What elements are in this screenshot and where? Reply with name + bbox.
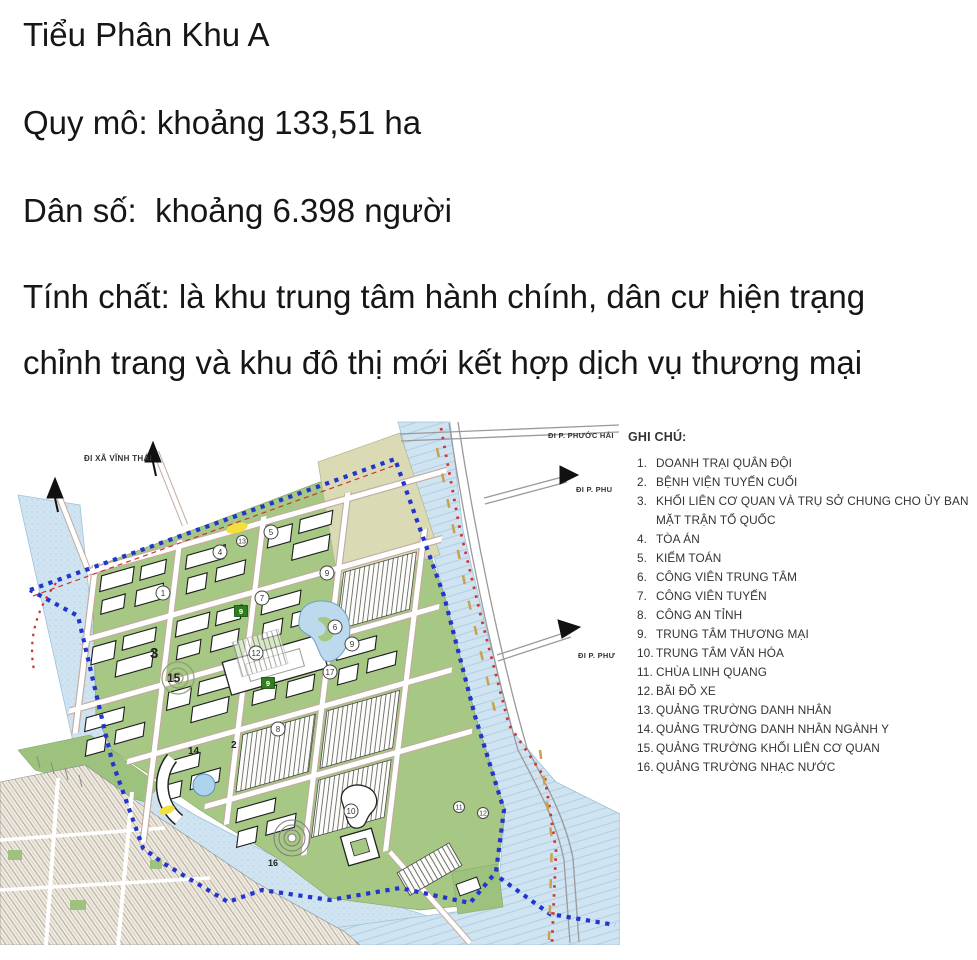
- legend-item-label: DOANH TRẠI QUÂN ĐỘI: [656, 456, 793, 470]
- map-marker: [323, 665, 337, 679]
- plaza-16-circles: [274, 820, 310, 856]
- legend-item: [628, 568, 976, 587]
- map-marker: [188, 746, 200, 757]
- svg-text:7: 7: [259, 593, 265, 603]
- map-marker: [235, 606, 248, 617]
- legend-item-number: 13.: [637, 703, 654, 717]
- legend-title: GHI CHÚ:: [628, 430, 687, 444]
- map-marker: [231, 740, 237, 751]
- legend-item: [628, 720, 976, 739]
- map-legend: [628, 430, 976, 777]
- legend-item-label: QUẢNG TRƯỜNG KHỐI LIÊN CƠ QUAN: [656, 741, 880, 755]
- svg-text:15: 15: [167, 671, 181, 685]
- map-marker: [271, 722, 285, 736]
- legend-item: [628, 606, 976, 625]
- svg-text:9: 9: [324, 568, 330, 578]
- legend-item: [628, 549, 976, 568]
- map-marker: [320, 566, 334, 580]
- legend-items: [628, 454, 976, 777]
- map-marker: [454, 802, 465, 813]
- legend-item: [628, 530, 976, 549]
- legend-item-label: CHÙA LINH QUANG: [656, 665, 767, 679]
- legend-item-label: TRUNG TÂM VĂN HÓA: [656, 646, 784, 660]
- legend-item-label: KIỂM TOÁN: [656, 551, 722, 565]
- legend-item-number: 15.: [637, 741, 654, 755]
- legend-item-label: TRUNG TÂM THƯƠNG MẠI: [656, 627, 809, 641]
- svg-text:6: 6: [332, 622, 338, 632]
- arrow-phu-2: [558, 620, 580, 638]
- legend-item: [628, 625, 976, 644]
- legend-item: [628, 758, 976, 777]
- legend-item-label: BÃI ĐỖ XE: [656, 684, 716, 698]
- arrow-west: [47, 478, 63, 498]
- legend-item: [628, 739, 976, 758]
- legend-item: [628, 587, 976, 606]
- road-label: ĐI P. PHƯỚC HẢI: [548, 431, 614, 440]
- legend-item-number: 8.: [637, 608, 648, 622]
- page-title: Tiểu Phân Khu A: [23, 16, 270, 53]
- map-marker: [237, 536, 248, 547]
- map-marker: [249, 646, 263, 660]
- legend-item-label: BỆNH VIỆN TUYẾN CUỐI: [656, 475, 798, 489]
- legend-item-number: 9.: [637, 627, 648, 641]
- map-marker: [478, 808, 489, 819]
- header-text: [23, 0, 963, 382]
- legend-item-number: 6.: [637, 570, 648, 584]
- legend-item-number: 14.: [637, 722, 654, 736]
- svg-text:9: 9: [349, 639, 355, 649]
- character-line-2: chỉnh trang và khu đô thị mới kết hợp dịch vụ thương mại: [23, 344, 863, 381]
- svg-text:16: 16: [268, 858, 279, 868]
- legend-item-label: KHỐI LIÊN CƠ QUAN VÀ TRỤ SỞ CHUNG CHO ỦY BAN MẶT TRẬN TỔ QUỐC: [656, 494, 969, 527]
- map-marker: [156, 586, 170, 600]
- character-line-1: Tính chất: là khu trung tâm hành chính, dân cư hiện trạng: [23, 278, 866, 315]
- legend-item-label: CÔNG AN TỈNH: [656, 608, 743, 622]
- scale-line: Quy mô: khoảng 133,51 ha: [23, 104, 422, 141]
- legend-item-number: 11.: [637, 665, 653, 679]
- legend-item-number: 10.: [637, 646, 654, 660]
- map-marker: [264, 525, 278, 539]
- legend-item: [628, 682, 976, 701]
- legend-item-number: 12.: [637, 684, 654, 698]
- legend-item-number: 16.: [637, 760, 654, 774]
- legend-item-label: QUẢNG TRƯỜNG DANH NHÂN NGÀNH Y: [656, 722, 890, 736]
- legend-item-number: 1.: [637, 456, 648, 470]
- legend-item-number: 2.: [637, 475, 648, 489]
- arrow-phu: [560, 466, 578, 484]
- map-marker: [167, 671, 181, 685]
- planning-map: [0, 420, 620, 945]
- map-marker: [268, 858, 278, 868]
- svg-text:12: 12: [251, 648, 261, 658]
- map-marker: [345, 637, 359, 651]
- map-marker: [262, 678, 275, 689]
- population-line: Dân số: khoảng 6.398 người: [23, 192, 453, 229]
- svg-text:13: 13: [238, 538, 246, 546]
- legend-item-number: 7.: [637, 589, 648, 603]
- svg-text:3: 3: [150, 645, 159, 662]
- svg-text:4: 4: [217, 547, 223, 557]
- legend-item: [628, 644, 976, 663]
- legend-item-number: 5.: [637, 551, 648, 565]
- legend-item-label: QUẢNG TRƯỜNG DANH NHÂN: [656, 703, 832, 717]
- legend-item: [628, 492, 976, 530]
- svg-text:17: 17: [325, 667, 335, 677]
- map-marker: [150, 645, 158, 662]
- legend-item: [628, 701, 976, 720]
- svg-text:12: 12: [479, 810, 487, 818]
- road-label: ĐI XÃ VĨNH THÁI: [84, 454, 153, 463]
- legend-item-label: QUẢNG TRƯỜNG NHẠC NƯỚC: [656, 760, 836, 774]
- legend-item: [628, 454, 976, 473]
- svg-text:10: 10: [346, 806, 356, 816]
- legend-item: [628, 473, 976, 492]
- svg-text:9: 9: [238, 607, 244, 616]
- svg-text:9: 9: [265, 679, 271, 688]
- map-marker: [213, 545, 227, 559]
- map-marker: [328, 620, 342, 634]
- legend-item-number: 4.: [637, 532, 648, 546]
- legend-item-label: CÔNG VIÊN TRUNG TÂM: [656, 570, 798, 584]
- legend-item-label: TÒA ÁN: [656, 532, 700, 546]
- map-marker: [255, 591, 269, 605]
- round-pond: [193, 774, 215, 796]
- road-label: ĐI P. PHƯ: [578, 651, 616, 660]
- road-label: ĐI P. PHU: [576, 485, 613, 494]
- svg-text:8: 8: [275, 724, 281, 734]
- svg-text:5: 5: [268, 527, 274, 537]
- svg-text:14: 14: [188, 746, 200, 757]
- svg-text:11: 11: [455, 804, 463, 812]
- map-marker: [344, 804, 358, 818]
- svg-text:1: 1: [160, 588, 166, 598]
- legend-item-label: CÔNG VIÊN TUYẾN: [656, 589, 767, 603]
- svg-text:2: 2: [231, 740, 237, 751]
- legend-item-number: 3.: [637, 494, 648, 508]
- legend-item: [628, 663, 976, 682]
